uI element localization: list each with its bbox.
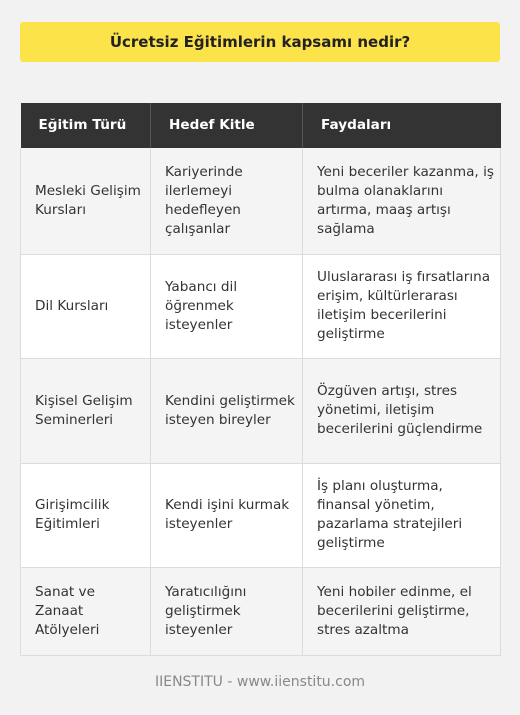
table-row	[21, 567, 501, 655]
cell-benefits: Yeni hobiler edinme, el becerilerini geliştirme, stres azaltma	[303, 567, 501, 655]
cell-education-type: Mesleki Gelişim Kursları	[21, 148, 151, 254]
cell-education-type: Kişisel Gelişim Seminerleri	[21, 358, 151, 463]
header-education-type: Eğitim Türü	[21, 103, 151, 148]
cell-education-type: Sanat ve Zanaat Atölyeleri	[21, 567, 151, 655]
page-title: Ücretsiz Eğitimlerin kapsamı nedir?	[20, 22, 500, 62]
cell-benefits: Uluslararası iş fırsatlarına erişim, kültürlerarası iletişim becerilerini geliştirme	[303, 254, 501, 358]
header-target-audience: Hedef Kitle	[151, 103, 303, 148]
cell-education-type: Girişimcilik Eğitimleri	[21, 463, 151, 567]
header-benefits: Faydaları	[303, 103, 501, 148]
table-row	[21, 254, 501, 358]
table-row	[21, 463, 501, 567]
footer-credit: IIENSTITU - www.iienstitu.com	[154, 674, 366, 690]
cell-target-audience: Kendi işini kurmak isteyenler	[151, 463, 303, 567]
cell-benefits: Özgüven artışı, stres yönetimi, iletişim becerilerini güçlendirme	[303, 358, 501, 463]
cell-target-audience: Yabancı dil öğrenmek isteyenler	[151, 254, 303, 358]
cell-education-type: Dil Kursları	[21, 254, 151, 358]
cell-target-audience: Yaratıcılığını geliştirmek isteyenler	[151, 567, 303, 655]
cell-benefits: Yeni beceriler kazanma, iş bulma olanaklarını artırma, maaş artışı sağlama	[303, 148, 501, 254]
table-row	[21, 148, 501, 254]
training-table	[20, 103, 501, 656]
cell-target-audience: Kariyerinde ilerlemeyi hedefleyen çalışanlar	[151, 148, 303, 254]
cell-benefits: İş planı oluşturma, finansal yönetim, pazarlama stratejileri geliştirme	[303, 463, 501, 567]
table-row	[21, 358, 501, 463]
cell-target-audience: Kendini geliştirmek isteyen bireyler	[151, 358, 303, 463]
table-header-row	[21, 103, 501, 148]
